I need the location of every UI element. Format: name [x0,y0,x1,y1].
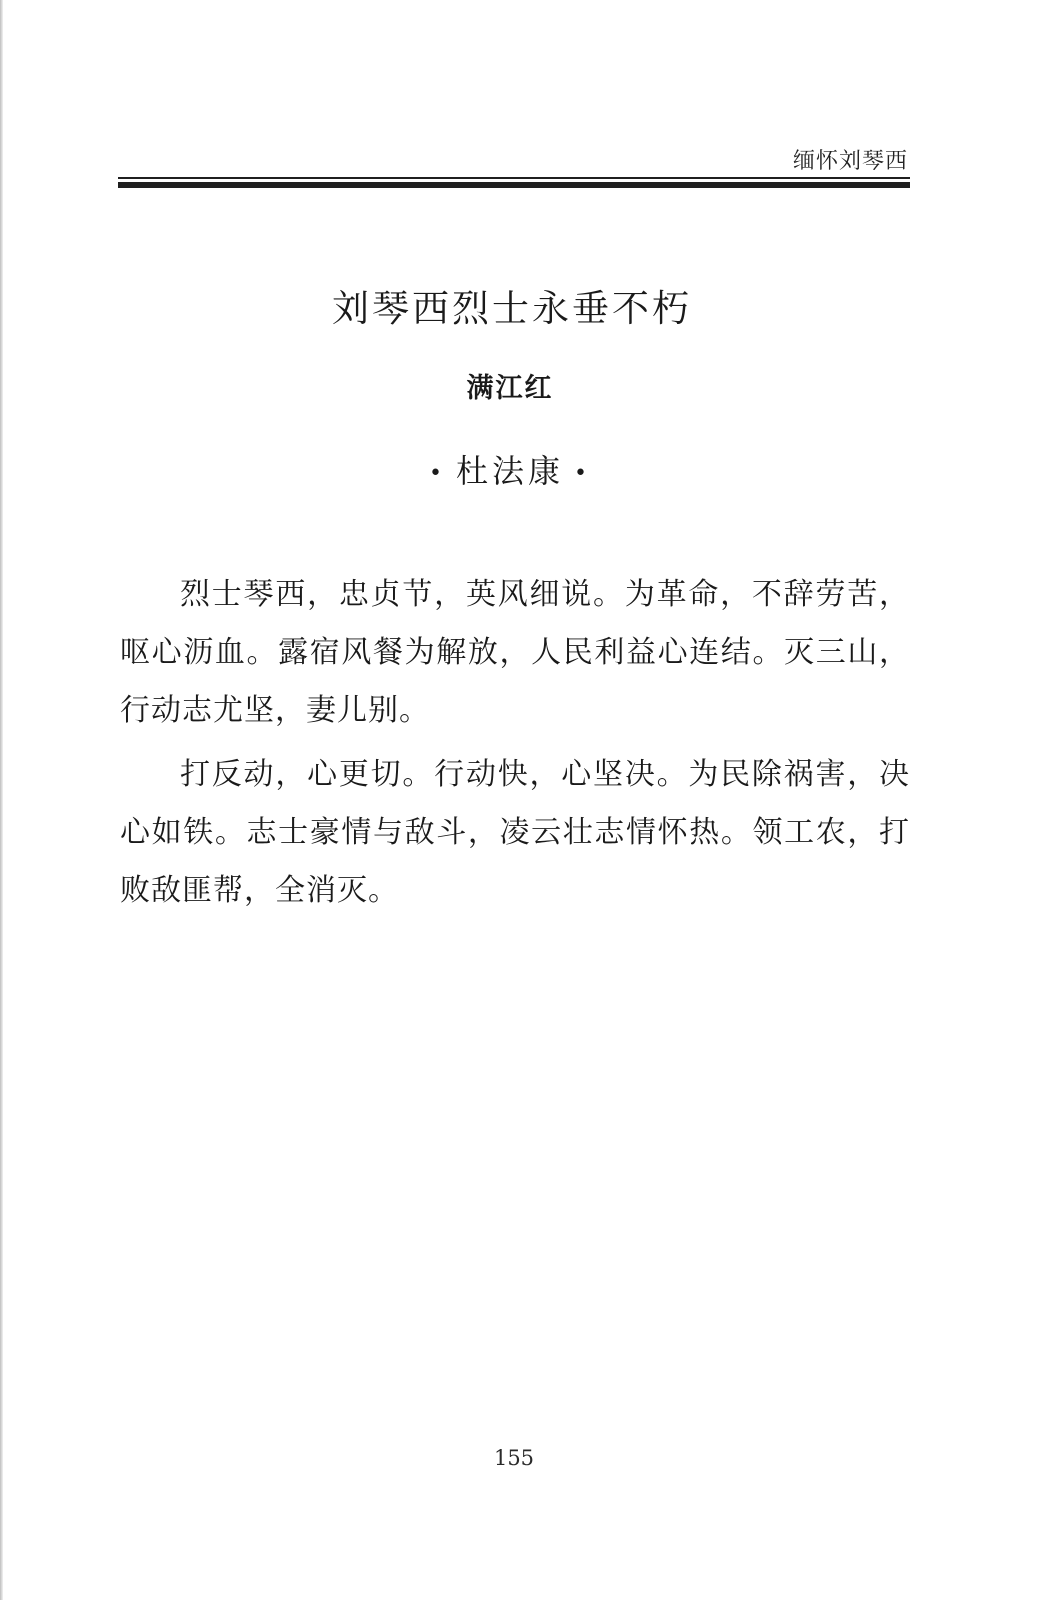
stanza-2: 打反动，心更切。行动快，心坚决。为民除祸害，决心如铁。志士豪情与敌斗，凌云壮志情怀热。领工农，打败敌匪帮，全消灭。 [120,757,910,908]
poem-body [120,566,910,926]
stanza-1: 烈士琴西，忠贞节，英风细说。为革命，不辞劳苦，呕心沥血。露宿风餐为解放，人民利益心连结。灭三山，行动志尤坚，妻儿别。 [120,577,910,728]
author-line [0,446,1020,492]
header-rule-thin [118,177,910,179]
poem-title: 刘琴西烈士永垂不朽 [332,287,692,330]
running-header: 缅怀刘琴西 [792,149,908,174]
author-dot-left: • [429,461,446,486]
header-rule-thick [118,182,910,188]
author-dot-right: • [574,461,591,486]
tune-name: 满江红 [466,373,554,404]
page-edge [0,0,3,1600]
author-name: 杜法康 [455,452,564,490]
page-number: 155 [493,1446,535,1470]
